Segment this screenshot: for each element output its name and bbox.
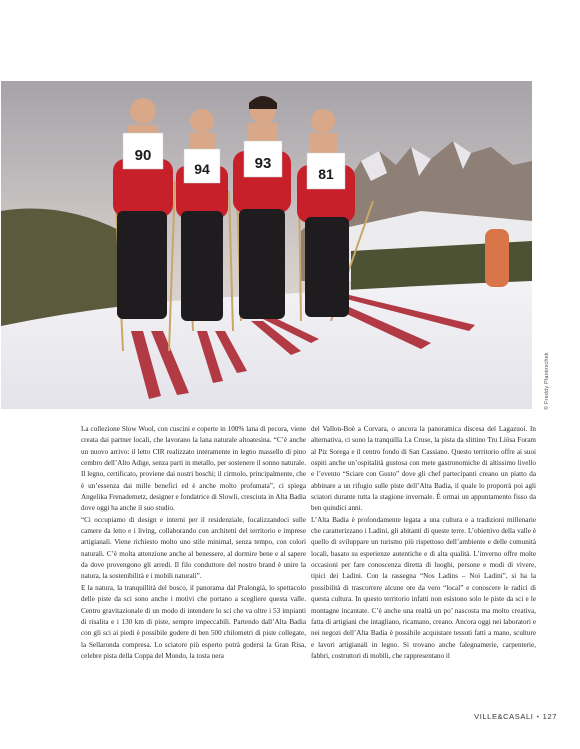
article-paragraph: L’Alta Badia è profondamente legata a una cultura e a tradizioni millenarie che caratterizzano i Ladini, gli abitanti di queste terre. L’obiettivo della valle è quello di sviluppare un turismo più rispettoso dell’ambiente e delle comunità locali, basato su esperienze autentiche e di alta qualità. L’inverno offre molte occasioni per fare conoscenza diretta di luoghi, persone e modi di vivere, tipici dei Ladini. Con la rassegna “Nos Ladins – Noi Ladini”, si ha la possibilità di trascorrere alcune ore da vero “local” e conoscere le radici di questa cultura. In questo territorio infatti non esistono solo le piste da sci e le montagne incantate. C’è anche una realtà un po’ nascosta ma molto creativa, fatta di artigiani che intagliano, ricamano, creano. Ancora oggi nei laboratori e nei negozi dell’Alta Badia è possibile acquistare tessuti fatti a mano, sculture e lavori artigianali in legno. Si trovano anche falegnamerie, carpenterie, fabbri, costruttori di mobili, che rappresentano il (311, 515, 536, 660)
photo-illustration (1, 81, 532, 409)
photo-credit (532, 300, 550, 410)
magazine-name: VILLE&CASALI (474, 712, 534, 721)
bib-number-93: 93 (254, 155, 272, 172)
article-paragraph: La collezione Slow Wool, con cuscini e coperte in 100% lana di pecora, viene creata dai partner locali, che lavorano la lana naturale altoatesina. “C’è anche un nuovo arrivo: il letto CIR realizzato interamente in legno massello di pino cembro dell’Alto Adige, senza parti in metallo, per sostenere il sonno naturale. Il legno, certificato, proviene dai nostri boschi; il cirmolo, principalmente, che è un’essenza dai mille benefici ed è anche molto profumata”, ci spiega Angelika Frenademetz, designer e fondatrice di Slowli, cresciuta in Alta Badia dove oggi ha anche il suo studio. (81, 425, 306, 513)
skiers-photo (1, 81, 532, 409)
article-paragraph: “Ci occupiamo di design e interni per il residenziale, focalizzandoci sulle camere da letto e i living, collaborando con architetti del territorio e imprese artigianali. Viene richiesto molto uno stile minimal, senza tempo, con colori naturali. C’è molta attenzione anche al benessere, al dormire bene e al sapere da dove provengono gli arredi. Il filo conduttore del nostro brand è unire la natura, la sostenibilità e i mobili naturali”. (81, 515, 306, 581)
page-footer (474, 712, 557, 721)
page-number: 127 (542, 712, 557, 721)
footer-separator: • (536, 712, 540, 721)
article-paragraph: E la natura, la tranquillità del bosco, il panorama dal Pralongià, lo spettacolo delle piste da sci sono anche i motivi che portano a scegliere questa valle. Centro gravitazionale di un modo di intendere lo sci che va oltre i 53 impianti di risalita e i 130 km di piste, sempre impeccabili. Partendo dall’Alta Badia con gli sci ai piedi è possibile godere di ben 500 chilometri di piste collegate, la Sellaronda compresa. Lo sciatore più esperto potrà godersi la Gran Risa, celebre pista della Coppa del Mondo, la tosta nera (81, 583, 306, 660)
article-column-left (81, 424, 306, 696)
bib-number-94: 94 (194, 161, 210, 177)
bib-number-90: 90 (134, 147, 152, 164)
orange-marker (485, 229, 509, 287)
photo-credit-text: © Freddy Planinschek (544, 352, 550, 410)
bib-number-81: 81 (318, 166, 334, 182)
article-column-right (311, 424, 536, 696)
article-paragraph: del Vallon-Boè a Corvara, o ancora la panoramica discesa del Lagazuoi. In alternativa, ci sono la tranquilla La Cruse, la pista da slittino Tru Liösa Foram al Piz Sorega e il centro fondo di San Cassiano. Questo territorio offre ai suoi ospiti anche un’ospitalità gustosa con mete gastronomiche di altissimo livello e l’evento “Sciare con Gusto” dove gli chef partecipanti creano un piatto da abbinare a un rifugio sulle piste dell’Alta Badia, il quale lo proporrà poi agli sciatori durante tutta la stagione invernale. È ormai un appuntamento fisso da ben quindici anni. (311, 425, 536, 513)
